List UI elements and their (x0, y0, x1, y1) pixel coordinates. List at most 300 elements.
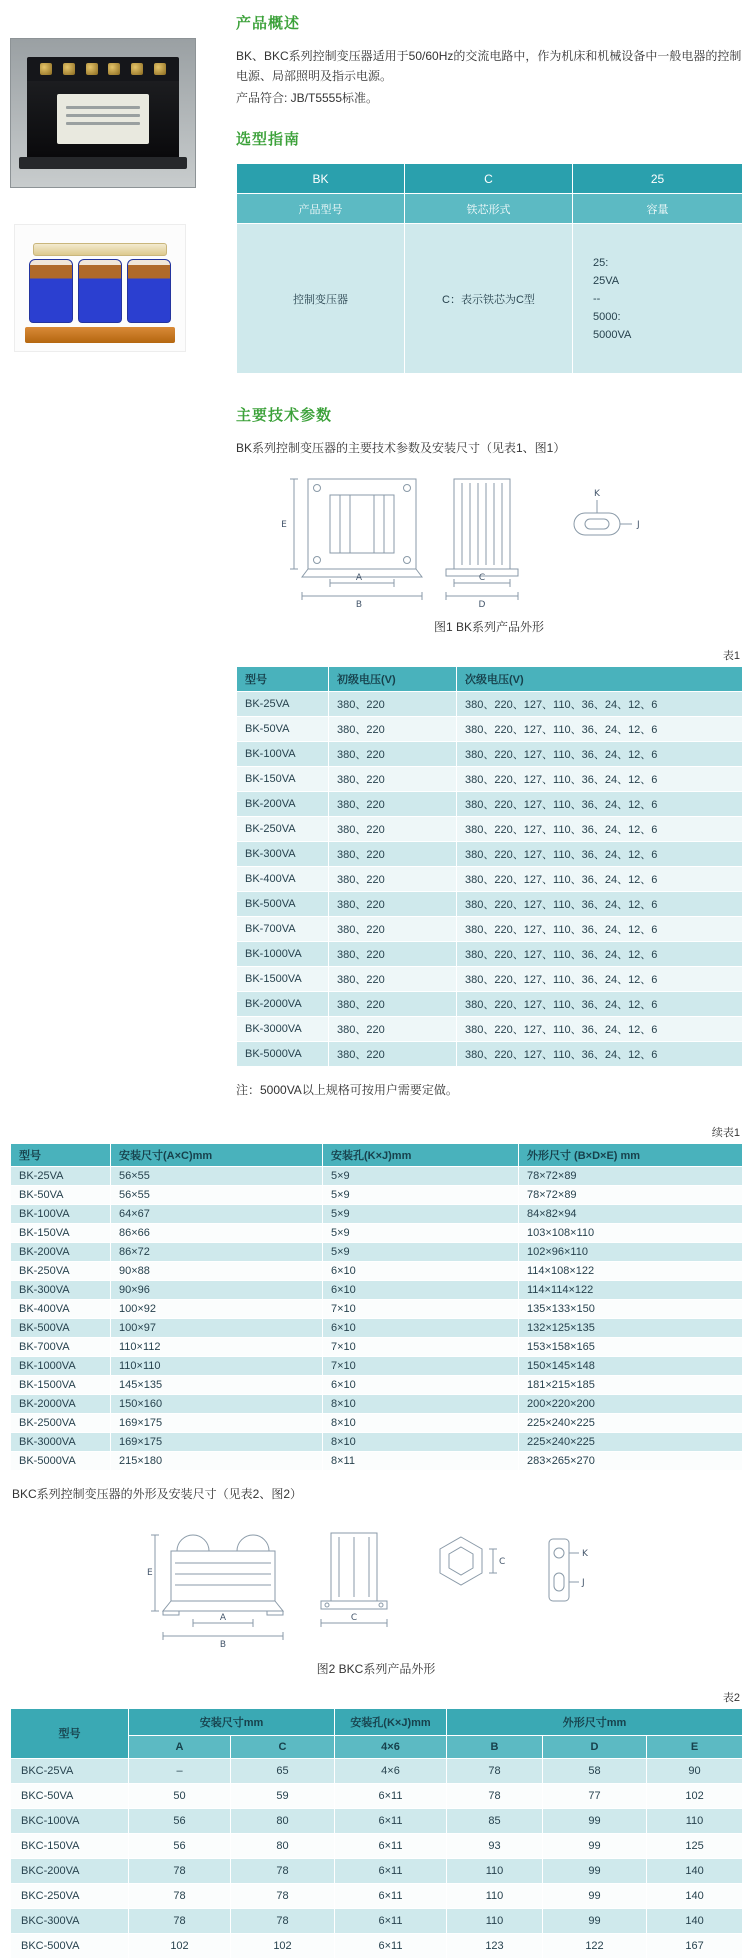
cell-c: 78 (231, 1858, 335, 1883)
capacity-line: -- (593, 292, 601, 305)
cell-model: BK-25VA (11, 1167, 111, 1186)
cell-outline-size: 114×108×122 (519, 1262, 743, 1281)
table2-header-model: 型号 (11, 1708, 129, 1758)
cell-mounting-size: 100×92 (111, 1300, 323, 1319)
selection-product-type: 控制变压器 (237, 224, 405, 374)
cell-hole: 6×11 (335, 1808, 447, 1833)
cell-model: BK-50VA (237, 717, 329, 742)
cell-mounting-hole: 7×10 (323, 1300, 519, 1319)
cell-outline-size: 283×265×270 (519, 1452, 743, 1471)
main-content-column (236, 12, 742, 1098)
table2-subheader-e: E (647, 1735, 743, 1758)
cell-model: BK-250VA (11, 1262, 111, 1281)
cell-mounting-size: 169×175 (111, 1433, 323, 1452)
cont-header-mounting-hole: 安装孔(K×J)mm (323, 1144, 519, 1167)
cell-d: 99 (543, 1908, 647, 1933)
table-row (11, 1300, 743, 1319)
table1-continued-dimensions (10, 1143, 743, 1471)
cell-mounting-hole: 7×10 (323, 1338, 519, 1357)
table-row (11, 1908, 743, 1933)
cell-model: BK-5000VA (11, 1452, 111, 1471)
tech-params-heading: 主要技术参数 (236, 407, 333, 425)
cell-d: 99 (543, 1833, 647, 1858)
cell-model: BKC-25VA (11, 1758, 129, 1783)
cell-mounting-size: 86×66 (111, 1224, 323, 1243)
cell-b: 110 (447, 1858, 543, 1883)
cell-outline-size: 200×220×200 (519, 1395, 743, 1414)
table-row (11, 1433, 743, 1452)
cell-secondary-voltage: 380、220、127、110、36、24、12、6 (457, 717, 743, 742)
cell-e: 90 (647, 1758, 743, 1783)
table1-header-model: 型号 (237, 667, 329, 692)
bkc-series-intro: BKC系列控制变压器的外形及安装尺寸（见表2、图2） (12, 1487, 303, 1502)
cell-primary-voltage: 380、220 (329, 1017, 457, 1042)
cell-model: BK-100VA (237, 742, 329, 767)
cell-d: 58 (543, 1758, 647, 1783)
cell-mounting-hole: 8×10 (323, 1433, 519, 1452)
cell-mounting-size: 100×97 (111, 1319, 323, 1338)
cell-mounting-hole: 5×9 (323, 1205, 519, 1224)
cell-hole: 6×11 (335, 1883, 447, 1908)
selection-subheader-core: 铁芯形式 (405, 194, 573, 224)
terminal-screw-icon (63, 63, 75, 75)
selection-subheader-row (237, 194, 743, 224)
table-row (11, 1224, 743, 1243)
cell-a: 78 (129, 1908, 231, 1933)
cell-model: BK-400VA (237, 867, 329, 892)
cell-a: 78 (129, 1858, 231, 1883)
cell-primary-voltage: 380、220 (329, 967, 457, 992)
cell-secondary-voltage: 380、220、127、110、36、24、12、6 (457, 842, 743, 867)
cell-model: BK-150VA (237, 767, 329, 792)
table-row (11, 1883, 743, 1908)
cell-mounting-hole: 6×10 (323, 1319, 519, 1338)
selection-code-capacity: 25 (573, 164, 743, 194)
figure-2-caption: 图2 BKC系列产品外形 (316, 1661, 436, 1676)
table1-label: 表1 (722, 650, 740, 663)
fig2-dim-b-label: B (219, 1639, 227, 1650)
cell-mounting-size: 64×67 (111, 1205, 323, 1224)
table2-subheader-hole: 4×6 (335, 1735, 447, 1758)
cell-secondary-voltage: 380、220、127、110、36、24、12、6 (457, 1017, 743, 1042)
cell-model: BKC-250VA (11, 1883, 129, 1908)
cell-outline-size: 150×145×148 (519, 1357, 743, 1376)
cell-secondary-voltage: 380、220、127、110、36、24、12、6 (457, 742, 743, 767)
cell-hole: 4×6 (335, 1758, 447, 1783)
cell-b: 78 (447, 1758, 543, 1783)
cell-mounting-hole: 8×10 (323, 1414, 519, 1433)
cell-mounting-hole: 8×10 (323, 1395, 519, 1414)
cell-outline-size: 135×133×150 (519, 1300, 743, 1319)
table-row (11, 1186, 743, 1205)
cell-mounting-hole: 5×9 (323, 1167, 519, 1186)
table-row (237, 692, 743, 717)
table2-label: 表2 (722, 1691, 740, 1704)
continued-table-label: 续表1 (711, 1127, 740, 1140)
cont-header-outline-size: 外形尺寸 (B×D×E) mm (519, 1144, 743, 1167)
cell-e: 125 (647, 1833, 743, 1858)
cell-model: BK-50VA (11, 1186, 111, 1205)
selection-header-row (237, 164, 743, 194)
table-row (237, 792, 743, 817)
table-row (237, 967, 743, 992)
cell-c: 59 (231, 1783, 335, 1808)
table2-subheader-c: C (231, 1735, 335, 1758)
cell-c: 78 (231, 1908, 335, 1933)
table-row (11, 1376, 743, 1395)
table1-header-row (237, 667, 743, 692)
cell-mounting-size: 56×55 (111, 1186, 323, 1205)
cell-hole: 6×11 (335, 1933, 447, 1958)
cell-model: BK-100VA (11, 1205, 111, 1224)
cell-mounting-hole: 7×10 (323, 1357, 519, 1376)
cell-model: BK-2000VA (237, 992, 329, 1017)
cell-model: BK-1500VA (237, 967, 329, 992)
table2-header-mounting-size: 安装尺寸mm (129, 1708, 335, 1735)
cell-mounting-size: 56×55 (111, 1167, 323, 1186)
cell-model: BKC-200VA (11, 1858, 129, 1883)
coil-group (25, 259, 175, 323)
transformer-body (27, 81, 179, 157)
top-section (10, 12, 742, 1098)
coil (29, 259, 73, 323)
continued-section (10, 1124, 742, 1959)
cell-model: BKC-150VA (11, 1833, 129, 1858)
cell-mounting-hole: 5×9 (323, 1243, 519, 1262)
overview-text: BK、BKC系列控制变压器适用于50/60Hz的交流电路中，作为机床和机械设备中一般电器的控制电源、局部照明及指示电源。 (236, 49, 742, 83)
cell-e: 140 (647, 1858, 743, 1883)
fig1-dim-a-label: A (355, 573, 363, 584)
cell-secondary-voltage: 380、220、127、110、36、24、12、6 (457, 1042, 743, 1067)
cell-primary-voltage: 380、220 (329, 842, 457, 867)
figure-2-outline-drawing (10, 1511, 742, 1656)
cell-a: 78 (129, 1883, 231, 1908)
bk-transformer-image (27, 57, 179, 169)
cell-primary-voltage: 380、220 (329, 867, 457, 892)
cell-mounting-hole: 5×9 (323, 1186, 519, 1205)
table2-subheader-a: A (129, 1735, 231, 1758)
terminal-screw-icon (131, 63, 143, 75)
custom-order-note: 注：5000VA以上规格可按用户需要定做。 (236, 1083, 458, 1098)
overview-heading: 产品概述 (236, 15, 301, 32)
table2-header-mounting-hole: 安装孔(K×J)mm (335, 1708, 447, 1735)
cell-b: 85 (447, 1808, 543, 1833)
selection-table-wrap (236, 163, 742, 374)
cell-mounting-hole: 6×10 (323, 1262, 519, 1281)
table1-voltages (236, 666, 743, 1067)
continued-table-body (11, 1167, 743, 1471)
terminal-strip (27, 57, 179, 81)
cell-primary-voltage: 380、220 (329, 717, 457, 742)
table-row (11, 1414, 743, 1433)
table-row (11, 1783, 743, 1808)
cell-hole: 6×11 (335, 1858, 447, 1883)
fig2-dim-k-label: K (582, 1548, 588, 1559)
cell-model: BK-3000VA (11, 1433, 111, 1452)
cell-a: 56 (129, 1808, 231, 1833)
table-row (11, 1357, 743, 1376)
cell-model: BK-2500VA (11, 1414, 111, 1433)
cell-b: 123 (447, 1933, 543, 1958)
cell-c: 80 (231, 1808, 335, 1833)
fig2-dim-e-label: E (147, 1567, 153, 1578)
table-row (11, 1262, 743, 1281)
cell-model: BK-300VA (237, 842, 329, 867)
cell-mounting-hole: 5×9 (323, 1224, 519, 1243)
cell-primary-voltage: 380、220 (329, 892, 457, 917)
cell-model: BK-200VA (237, 792, 329, 817)
table1-header-secondary: 次级电压(V) (457, 667, 743, 692)
cell-primary-voltage: 380、220 (329, 742, 457, 767)
table-row (11, 1395, 743, 1414)
cell-model: BK-150VA (11, 1224, 111, 1243)
table-row (237, 842, 743, 867)
table-row (11, 1167, 743, 1186)
cell-outline-size: 102×96×110 (519, 1243, 743, 1262)
cell-mounting-size: 90×88 (111, 1262, 323, 1281)
selection-subheader-capacity: 容量 (573, 194, 743, 224)
table-row (11, 1338, 743, 1357)
cell-hole: 6×11 (335, 1908, 447, 1933)
terminal-screw-icon (86, 63, 98, 75)
cell-model: BK-400VA (11, 1300, 111, 1319)
table-row (11, 1281, 743, 1300)
cell-mounting-hole: 6×10 (323, 1281, 519, 1300)
figure-1-caption: 图1 BK系列产品外形 (433, 620, 545, 635)
cell-model: BKC-100VA (11, 1808, 129, 1833)
cell-model: BK-3000VA (237, 1017, 329, 1042)
table-row (237, 867, 743, 892)
cell-c: 65 (231, 1758, 335, 1783)
transformer-base (19, 157, 187, 169)
cell-outline-size: 103×108×110 (519, 1224, 743, 1243)
cell-model: BK-200VA (11, 1243, 111, 1262)
capacity-line: 5000VA (593, 328, 632, 341)
cell-model: BK-700VA (11, 1338, 111, 1357)
cell-outline-size: 132×125×135 (519, 1319, 743, 1338)
fig1-dim-c-label: C (478, 573, 486, 584)
table2-header-outline-size: 外形尺寸mm (447, 1708, 743, 1735)
cell-mounting-size: 110×110 (111, 1357, 323, 1376)
cell-b: 78 (447, 1783, 543, 1808)
cell-secondary-voltage: 380、220、127、110、36、24、12、6 (457, 817, 743, 842)
cell-model: BK-700VA (237, 917, 329, 942)
selection-capacity-cell (573, 224, 743, 374)
cell-mounting-size: 110×112 (111, 1338, 323, 1357)
cell-secondary-voltage: 380、220、127、110、36、24、12、6 (457, 917, 743, 942)
table2-body (11, 1758, 743, 1958)
cell-mounting-hole: 6×10 (323, 1376, 519, 1395)
cell-model: BKC-50VA (11, 1783, 129, 1808)
cell-secondary-voltage: 380、220、127、110、36、24、12、6 (457, 992, 743, 1017)
cell-outline-size: 84×82×94 (519, 1205, 743, 1224)
capacity-line: 25VA (593, 274, 620, 287)
fig1-dim-b-label: B (355, 600, 363, 611)
fig1-dim-e-label: E (281, 520, 287, 531)
fig1-dim-d-label: D (478, 600, 486, 611)
table-row (237, 817, 743, 842)
cell-model: BK-1000VA (237, 942, 329, 967)
table-row (11, 1858, 743, 1883)
cell-d: 77 (543, 1783, 647, 1808)
table-row (237, 717, 743, 742)
cell-secondary-voltage: 380、220、127、110、36、24、12、6 (457, 767, 743, 792)
table2-subheader-d: D (543, 1735, 647, 1758)
cell-mounting-size: 150×160 (111, 1395, 323, 1414)
fig2-dim-j-label: J (582, 1577, 585, 1588)
cell-b: 110 (447, 1883, 543, 1908)
selection-core-desc: C：表示铁芯为C型 (405, 224, 573, 374)
capacity-line: 25: (593, 256, 609, 269)
table-row (11, 1452, 743, 1471)
cell-secondary-voltage: 380、220、127、110、36、24、12、6 (457, 892, 743, 917)
cell-outline-size: 225×240×225 (519, 1433, 743, 1452)
fig2-dim-a-label: A (219, 1612, 227, 1623)
cell-d: 122 (543, 1933, 647, 1958)
cell-mounting-size: 145×135 (111, 1376, 323, 1395)
table1-body (237, 692, 743, 1067)
table-row (237, 942, 743, 967)
bk-series-intro: BK系列控制变压器的主要技术参数及安装尺寸（见表1、图1） (236, 441, 566, 456)
table-row (237, 1042, 743, 1067)
coil (127, 259, 171, 323)
cell-primary-voltage: 380、220 (329, 1042, 457, 1067)
product-photos-column (10, 12, 206, 1098)
cell-model: BK-25VA (237, 692, 329, 717)
cell-model: BK-250VA (237, 817, 329, 842)
cell-outline-size: 225×240×225 (519, 1414, 743, 1433)
cell-secondary-voltage: 380、220、127、110、36、24、12、6 (457, 867, 743, 892)
table-row (11, 1205, 743, 1224)
cell-mounting-size: 90×96 (111, 1281, 323, 1300)
selection-subheader-model: 产品型号 (237, 194, 405, 224)
table-row (237, 767, 743, 792)
clamp-frame (33, 243, 167, 256)
cell-model: BK-1000VA (11, 1357, 111, 1376)
selection-guide-heading: 选型指南 (236, 131, 301, 149)
selection-table (236, 163, 743, 374)
cont-header-model: 型号 (11, 1144, 111, 1167)
cell-primary-voltage: 380、220 (329, 792, 457, 817)
cell-model: BKC-500VA (11, 1933, 129, 1958)
terminal-screw-icon (40, 63, 52, 75)
standard-text: 产品符合: JB/T5555标准。 (236, 90, 379, 105)
table-row (11, 1319, 743, 1338)
product-photo-bk (10, 38, 196, 188)
cell-d: 99 (543, 1808, 647, 1833)
cell-outline-size: 181×215×185 (519, 1376, 743, 1395)
bk-outline-svg (274, 469, 704, 609)
cell-secondary-voltage: 380、220、127、110、36、24、12、6 (457, 692, 743, 717)
cell-e: 140 (647, 1908, 743, 1933)
cell-secondary-voltage: 380、220、127、110、36、24、12、6 (457, 967, 743, 992)
cell-e: 167 (647, 1933, 743, 1958)
cell-model: BK-5000VA (237, 1042, 329, 1067)
table-row (11, 1833, 743, 1858)
continued-header-row (11, 1144, 743, 1167)
cell-mounting-size: 86×72 (111, 1243, 323, 1262)
cell-e: 102 (647, 1783, 743, 1808)
cell-secondary-voltage: 380、220、127、110、36、24、12、6 (457, 942, 743, 967)
selection-body-row (237, 224, 743, 374)
cell-mounting-size: 215×180 (111, 1452, 323, 1471)
cell-d: 99 (543, 1883, 647, 1908)
cell-model: BK-2000VA (11, 1395, 111, 1414)
cell-a: 102 (129, 1933, 231, 1958)
table-row (11, 1758, 743, 1783)
fig1-dim-k-label: K (594, 489, 600, 500)
terminal-screw-icon (108, 63, 120, 75)
figure-1-outline-drawing (236, 469, 742, 614)
product-photo-bkc (14, 224, 186, 352)
cell-outline-size: 153×158×165 (519, 1338, 743, 1357)
cont-header-mounting-size: 安装尺寸(A×C)mm (111, 1144, 323, 1167)
cell-primary-voltage: 380、220 (329, 917, 457, 942)
table-row (237, 917, 743, 942)
cell-d: 99 (543, 1858, 647, 1883)
table-row (237, 892, 743, 917)
table-row (11, 1933, 743, 1958)
bkc-outline-svg (141, 1511, 611, 1651)
fig1-dim-j-label: J (637, 520, 640, 531)
fig2-dim-c2-label: C (499, 1556, 506, 1567)
cell-e: 110 (647, 1808, 743, 1833)
cell-outline-size: 78×72×89 (519, 1167, 743, 1186)
terminal-screw-icon (154, 63, 166, 75)
table2-bkc-dimensions (10, 1708, 743, 1959)
base-frame (25, 327, 175, 343)
cell-outline-size: 78×72×89 (519, 1186, 743, 1205)
cell-a: – (129, 1758, 231, 1783)
cell-c: 78 (231, 1883, 335, 1908)
cell-primary-voltage: 380、220 (329, 767, 457, 792)
nameplate (57, 94, 149, 144)
cell-model: BK-500VA (11, 1319, 111, 1338)
selection-code-series: BK (237, 164, 405, 194)
cell-hole: 6×11 (335, 1833, 447, 1858)
table-row (11, 1808, 743, 1833)
cell-model: BK-1500VA (11, 1376, 111, 1395)
table-row (237, 992, 743, 1017)
table-row (237, 1017, 743, 1042)
cell-outline-size: 114×114×122 (519, 1281, 743, 1300)
cell-primary-voltage: 380、220 (329, 817, 457, 842)
table1-header-primary: 初级电压(V) (329, 667, 457, 692)
cell-model: BK-500VA (237, 892, 329, 917)
cell-c: 80 (231, 1833, 335, 1858)
table-row (237, 742, 743, 767)
table-row (11, 1243, 743, 1262)
cell-mounting-hole: 8×11 (323, 1452, 519, 1471)
cell-secondary-voltage: 380、220、127、110、36、24、12、6 (457, 792, 743, 817)
capacity-line: 5000: (593, 310, 621, 323)
cell-c: 102 (231, 1933, 335, 1958)
cell-primary-voltage: 380、220 (329, 942, 457, 967)
cell-mounting-size: 169×175 (111, 1414, 323, 1433)
cell-b: 110 (447, 1908, 543, 1933)
fig2-dim-c-label: C (350, 1612, 358, 1623)
cell-model: BK-300VA (11, 1281, 111, 1300)
cell-a: 50 (129, 1783, 231, 1808)
cell-primary-voltage: 380、220 (329, 692, 457, 717)
table2-subheader-b: B (447, 1735, 543, 1758)
coil (78, 259, 122, 323)
cell-e: 140 (647, 1883, 743, 1908)
cell-model: BKC-300VA (11, 1908, 129, 1933)
cell-b: 93 (447, 1833, 543, 1858)
cell-hole: 6×11 (335, 1783, 447, 1808)
selection-code-core: C (405, 164, 573, 194)
